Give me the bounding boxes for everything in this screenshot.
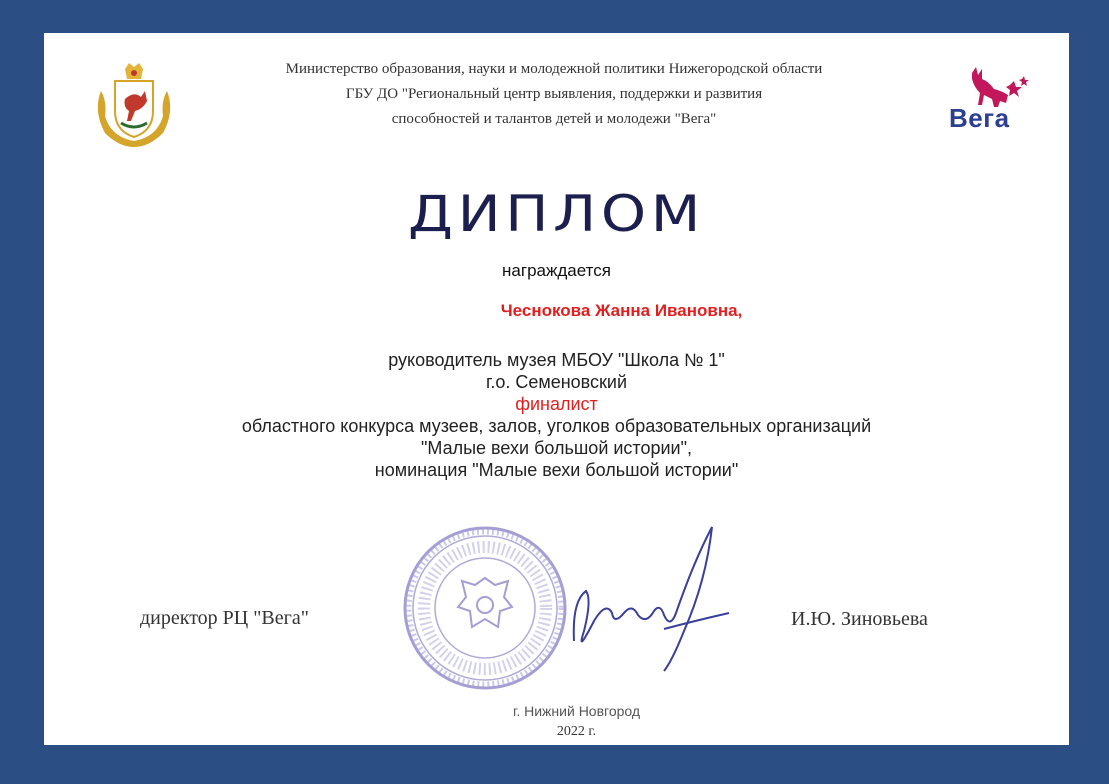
contest-name: областного конкурса музеев, залов, уголков образовательных организаций <box>241 416 872 436</box>
regional-emblem-icon <box>91 61 177 149</box>
award-description <box>44 349 1069 481</box>
issue-year: 2022 г. <box>556 724 597 739</box>
nomination: номинация "Малые вехи большой истории" <box>374 460 739 480</box>
issue-city: г. Нижний Новгород <box>512 703 641 719</box>
center-name-line2: способностей и талантов детей и молодежи "Вега" <box>391 111 717 127</box>
vega-logo-text: Вега <box>949 103 1010 133</box>
director-signature <box>514 521 744 681</box>
center-name-line1: ГБУ ДО "Региональный центр выявления, поддержки и развития <box>345 86 763 102</box>
diploma-title: ДИПЛОМ <box>408 185 705 243</box>
recipient-position: руководитель музея МБОУ "Школа № 1" <box>388 350 725 370</box>
recipient-name: Чеснокова Жанна Ивановна, <box>500 301 743 320</box>
issuer-header <box>184 57 924 132</box>
awarded-label: награждается <box>502 261 611 280</box>
director-label: директор РЦ "Вега" <box>140 607 309 629</box>
recipient-locality: г.о. Семеновский <box>485 372 628 392</box>
contest-title: "Малые вехи большой истории", <box>420 438 692 458</box>
diploma-sheet <box>44 33 1069 745</box>
director-name: И.Ю. Зиновьева <box>791 608 928 630</box>
award-status: финалист <box>515 394 598 414</box>
ministry-name: Министерство образования, науки и молодежной политики Нижегородской области <box>285 61 823 77</box>
